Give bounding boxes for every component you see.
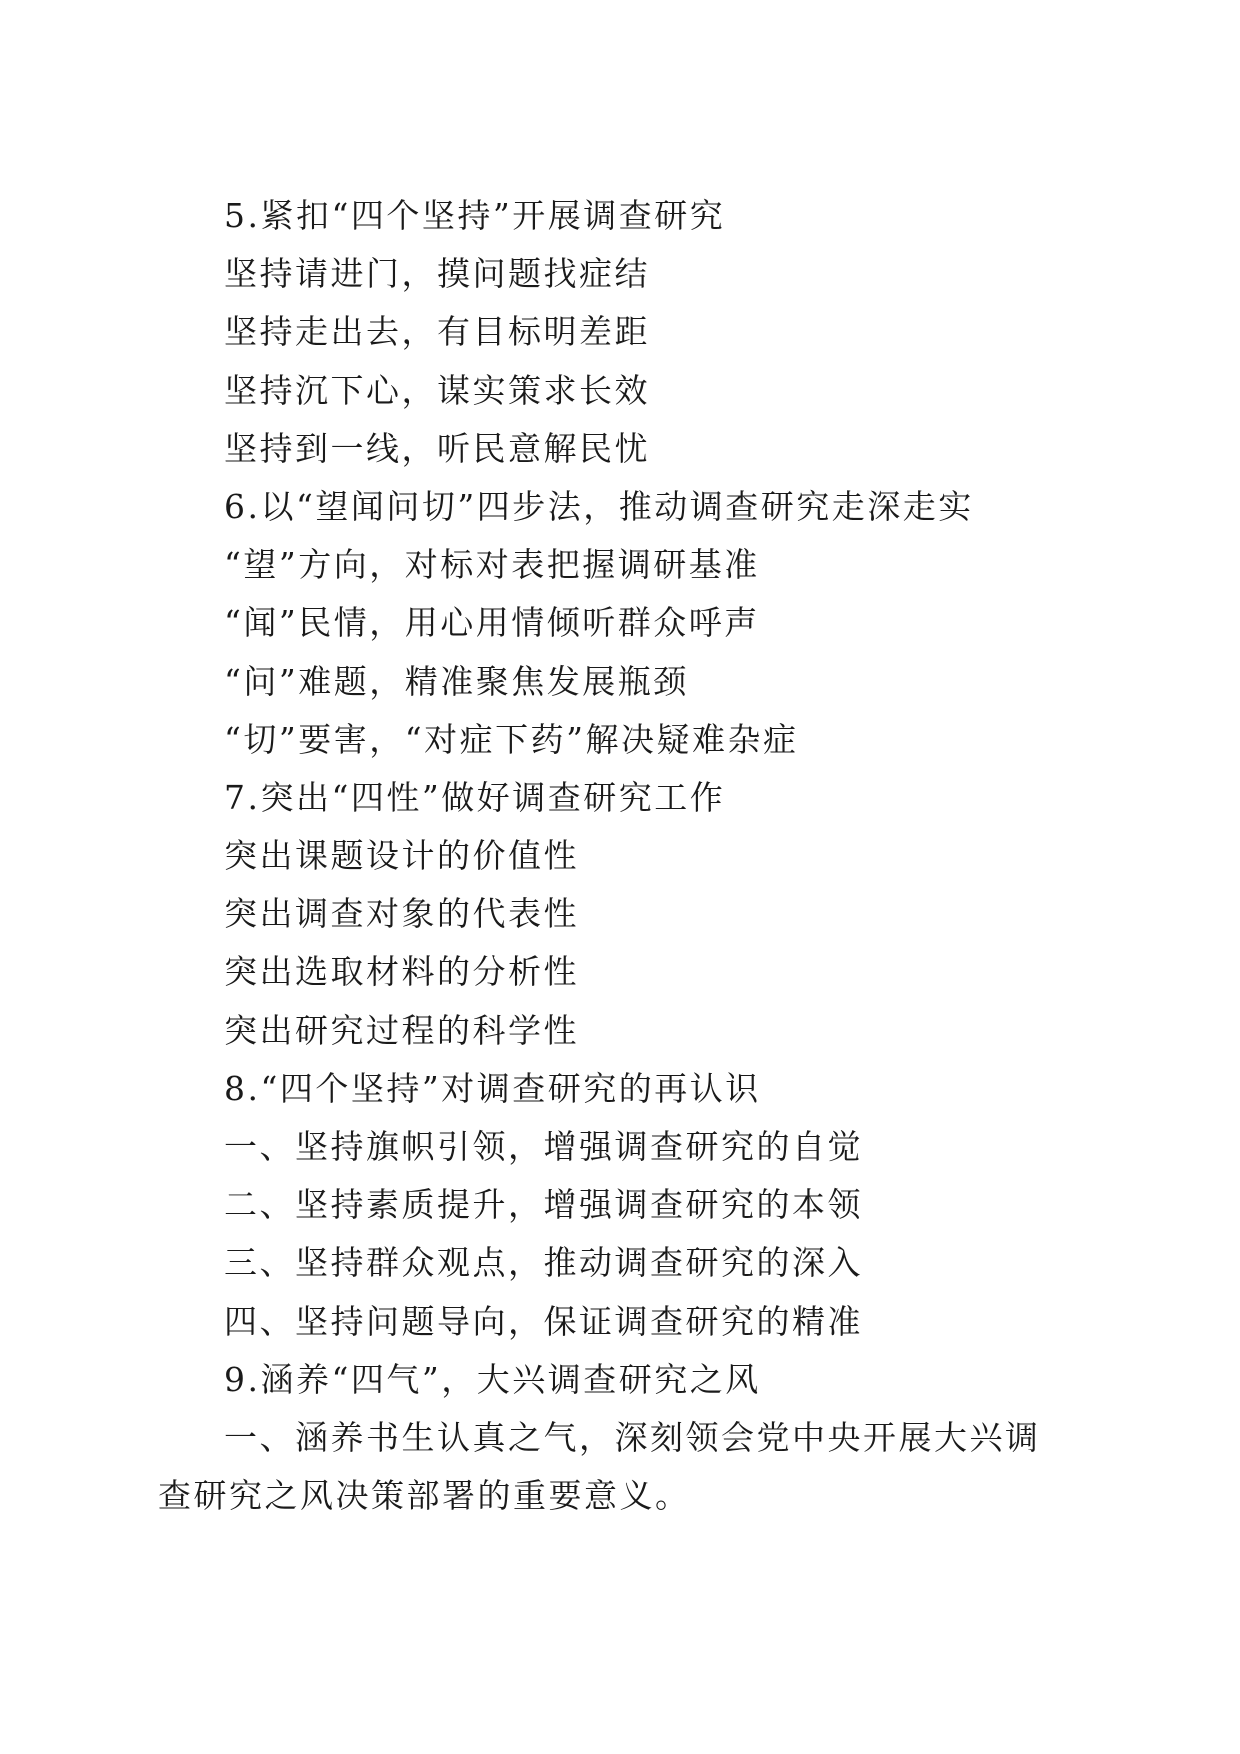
document-body — [158, 187, 1058, 1525]
list-item: 一、坚持旗帜引领，增强调查研究的自觉 — [224, 1127, 863, 1166]
list-item: “闻”民情，用心用情倾听群众呼声 — [224, 603, 760, 643]
list-item: 三、坚持群众观点，推动调查研究的深入 — [224, 1243, 863, 1283]
list-item: 坚持走出去，有目标明差距 — [224, 312, 650, 352]
section-heading: 6.以“望闻问切”四步法，推动调查研究走深走实 — [224, 486, 974, 526]
list-item: 突出研究过程的科学性 — [224, 1010, 579, 1050]
body-paragraph: 一、涵养书生认真之气，深刻领会党中央开展大兴调查研究之风决策部署的重要意义。 — [158, 1417, 1041, 1516]
section-heading: 5.紧扣“四个坚持”开展调查研究 — [224, 196, 726, 235]
list-item: 坚持请进门，摸问题找症结 — [224, 254, 650, 294]
list-item: 二、坚持素质提升，增强调查研究的本领 — [224, 1185, 863, 1225]
section-heading: 8.“四个坚持”对调查研究的再认识 — [224, 1068, 761, 1108]
list-item: 坚持到一线，听民意解民忧 — [224, 428, 650, 468]
list-item: 突出课题设计的价值性 — [224, 836, 579, 876]
list-item: 突出选取材料的分析性 — [224, 952, 579, 992]
list-item: 突出调查对象的代表性 — [224, 894, 579, 934]
section-heading: 7.突出“四性”做好调查研究工作 — [224, 777, 726, 817]
list-item: 四、坚持问题导向，保证调查研究的精准 — [224, 1301, 863, 1341]
section-heading: 9.涵养“四气”，大兴调查研究之风 — [224, 1359, 761, 1399]
list-item: “问”难题，精准聚焦发展瓶颈 — [224, 661, 689, 701]
list-item: “切”要害，“对症下药”解决疑难杂症 — [224, 719, 799, 759]
list-item: “望”方向，对标对表把握调研基准 — [224, 545, 760, 585]
list-item: 坚持沉下心，谋实策求长效 — [224, 370, 650, 410]
